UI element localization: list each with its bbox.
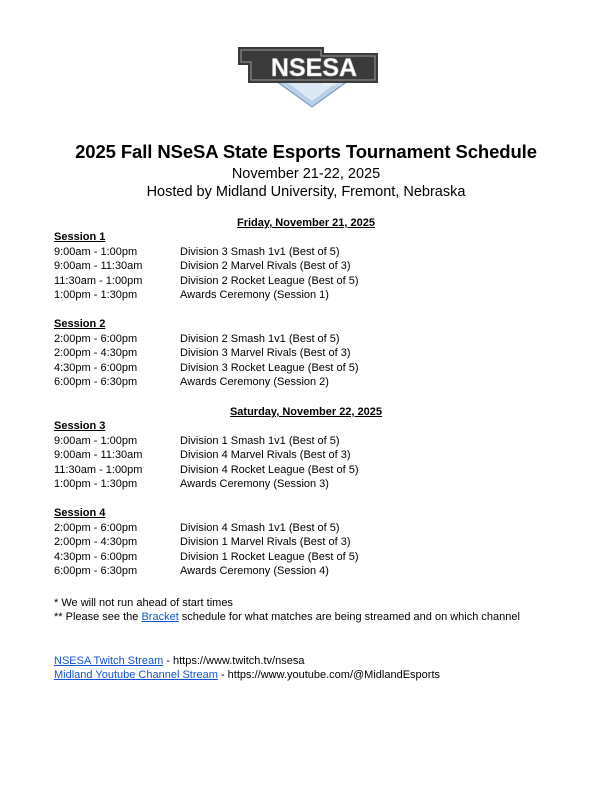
schedule-row — [54, 375, 359, 390]
stream-links — [54, 654, 440, 682]
schedule-row — [54, 259, 359, 274]
row-event: Awards Ceremony (Session 1) — [180, 289, 329, 302]
footnotes — [54, 596, 520, 624]
row-time: 4:30pm - 6:00pm — [54, 550, 138, 563]
session-heading: Session 3 — [54, 420, 106, 432]
row-time: 1:00pm - 1:30pm — [54, 478, 138, 491]
event-dates: November 21-22, 2025 — [231, 166, 381, 182]
row-time: 4:30pm - 6:00pm — [54, 361, 138, 374]
row-event: Division 3 Smash 1v1 (Best of 5) — [180, 245, 340, 258]
note-bracket-prefix: ** Please see the — [54, 611, 142, 623]
row-time: 9:00am - 11:30am — [54, 449, 143, 462]
row-event: Division 3 Marvel Rivals (Best of 3) — [180, 347, 351, 360]
session-block-1 — [54, 230, 359, 303]
schedule-row — [54, 521, 359, 536]
schedule-row — [54, 346, 359, 361]
session-heading: Session 4 — [54, 507, 106, 519]
row-time: 11:30am - 1:00pm — [54, 274, 143, 287]
nsesa-logo-graphic — [236, 43, 381, 109]
row-time: 2:00pm - 4:30pm — [54, 347, 138, 360]
session-heading: Session 2 — [54, 318, 106, 330]
row-time: 11:30am - 1:00pm — [54, 463, 143, 476]
row-time: 9:00am - 1:00pm — [54, 434, 138, 447]
session-block-4 — [54, 506, 359, 579]
logo-text: NSESA — [270, 54, 358, 82]
note-bracket-suffix: schedule for what matches are being streamed and on which channel — [178, 611, 520, 623]
schedule-row — [54, 274, 359, 289]
row-time: 2:00pm - 4:30pm — [54, 536, 138, 549]
youtube-url-text: - https://www.youtube.com/@MidlandEsports — [217, 669, 440, 681]
row-event: Awards Ceremony (Session 2) — [180, 376, 329, 389]
schedule-row — [54, 477, 359, 492]
twitch-url-text: - https://www.twitch.tv/nsesa — [163, 655, 305, 667]
row-event: Division 4 Smash 1v1 (Best of 5) — [180, 521, 340, 534]
row-time: 6:00pm - 6:30pm — [54, 376, 138, 389]
row-event: Division 2 Smash 1v1 (Best of 5) — [180, 332, 340, 345]
youtube-stream-link[interactable]: Midland Youtube Channel Stream — [54, 669, 218, 681]
schedule-row — [54, 332, 359, 347]
schedule-row — [54, 361, 359, 376]
session-block-2 — [54, 317, 359, 390]
row-time: 2:00pm - 6:00pm — [54, 332, 138, 345]
schedule-row — [54, 535, 359, 550]
day-heading-saturday: Saturday, November 22, 2025 — [229, 406, 383, 418]
row-event: Division 2 Rocket League (Best of 5) — [180, 274, 359, 287]
twitch-line — [54, 654, 440, 668]
session-heading: Session 1 — [54, 231, 106, 243]
day-heading-friday: Friday, November 21, 2025 — [237, 217, 375, 229]
schedule-row — [54, 448, 359, 463]
row-event: Division 4 Rocket League (Best of 5) — [180, 463, 359, 476]
page-title: 2025 Fall NSeSA State Esports Tournament Schedule — [75, 141, 537, 162]
session-block-3 — [54, 419, 359, 492]
row-time: 9:00am - 11:30am — [54, 260, 143, 273]
note-start-times: * We will not run ahead of start times — [54, 597, 233, 609]
row-time: 1:00pm - 1:30pm — [54, 289, 138, 302]
schedule-row — [54, 245, 359, 260]
row-time: 6:00pm - 6:30pm — [54, 565, 138, 578]
bracket-link[interactable]: Bracket — [141, 611, 179, 623]
row-event: Division 1 Marvel Rivals (Best of 3) — [180, 536, 351, 549]
schedule-row — [54, 434, 359, 449]
logo-subtext: ESPORTS — [322, 82, 342, 87]
schedule-row — [54, 550, 359, 565]
nsesa-logo — [236, 43, 381, 109]
youtube-line — [54, 668, 440, 682]
row-event: Awards Ceremony (Session 4) — [180, 565, 329, 578]
row-event: Awards Ceremony (Session 3) — [180, 478, 329, 491]
twitch-stream-link[interactable]: NSESA Twitch Stream — [54, 655, 164, 667]
schedule-row — [54, 288, 359, 303]
row-event: Division 2 Marvel Rivals (Best of 3) — [180, 260, 351, 273]
row-time: 9:00am - 1:00pm — [54, 245, 138, 258]
schedule-row — [54, 564, 359, 579]
row-event: Division 4 Marvel Rivals (Best of 3) — [180, 449, 351, 462]
row-event: Division 1 Smash 1v1 (Best of 5) — [180, 434, 340, 447]
row-event: Division 3 Rocket League (Best of 5) — [180, 361, 359, 374]
event-host: Hosted by Midland University, Fremont, Nebraska — [146, 184, 466, 200]
note-bracket — [54, 610, 520, 624]
schedule-row — [54, 463, 359, 478]
row-time: 2:00pm - 6:00pm — [54, 521, 138, 534]
row-event: Division 1 Rocket League (Best of 5) — [180, 550, 359, 563]
